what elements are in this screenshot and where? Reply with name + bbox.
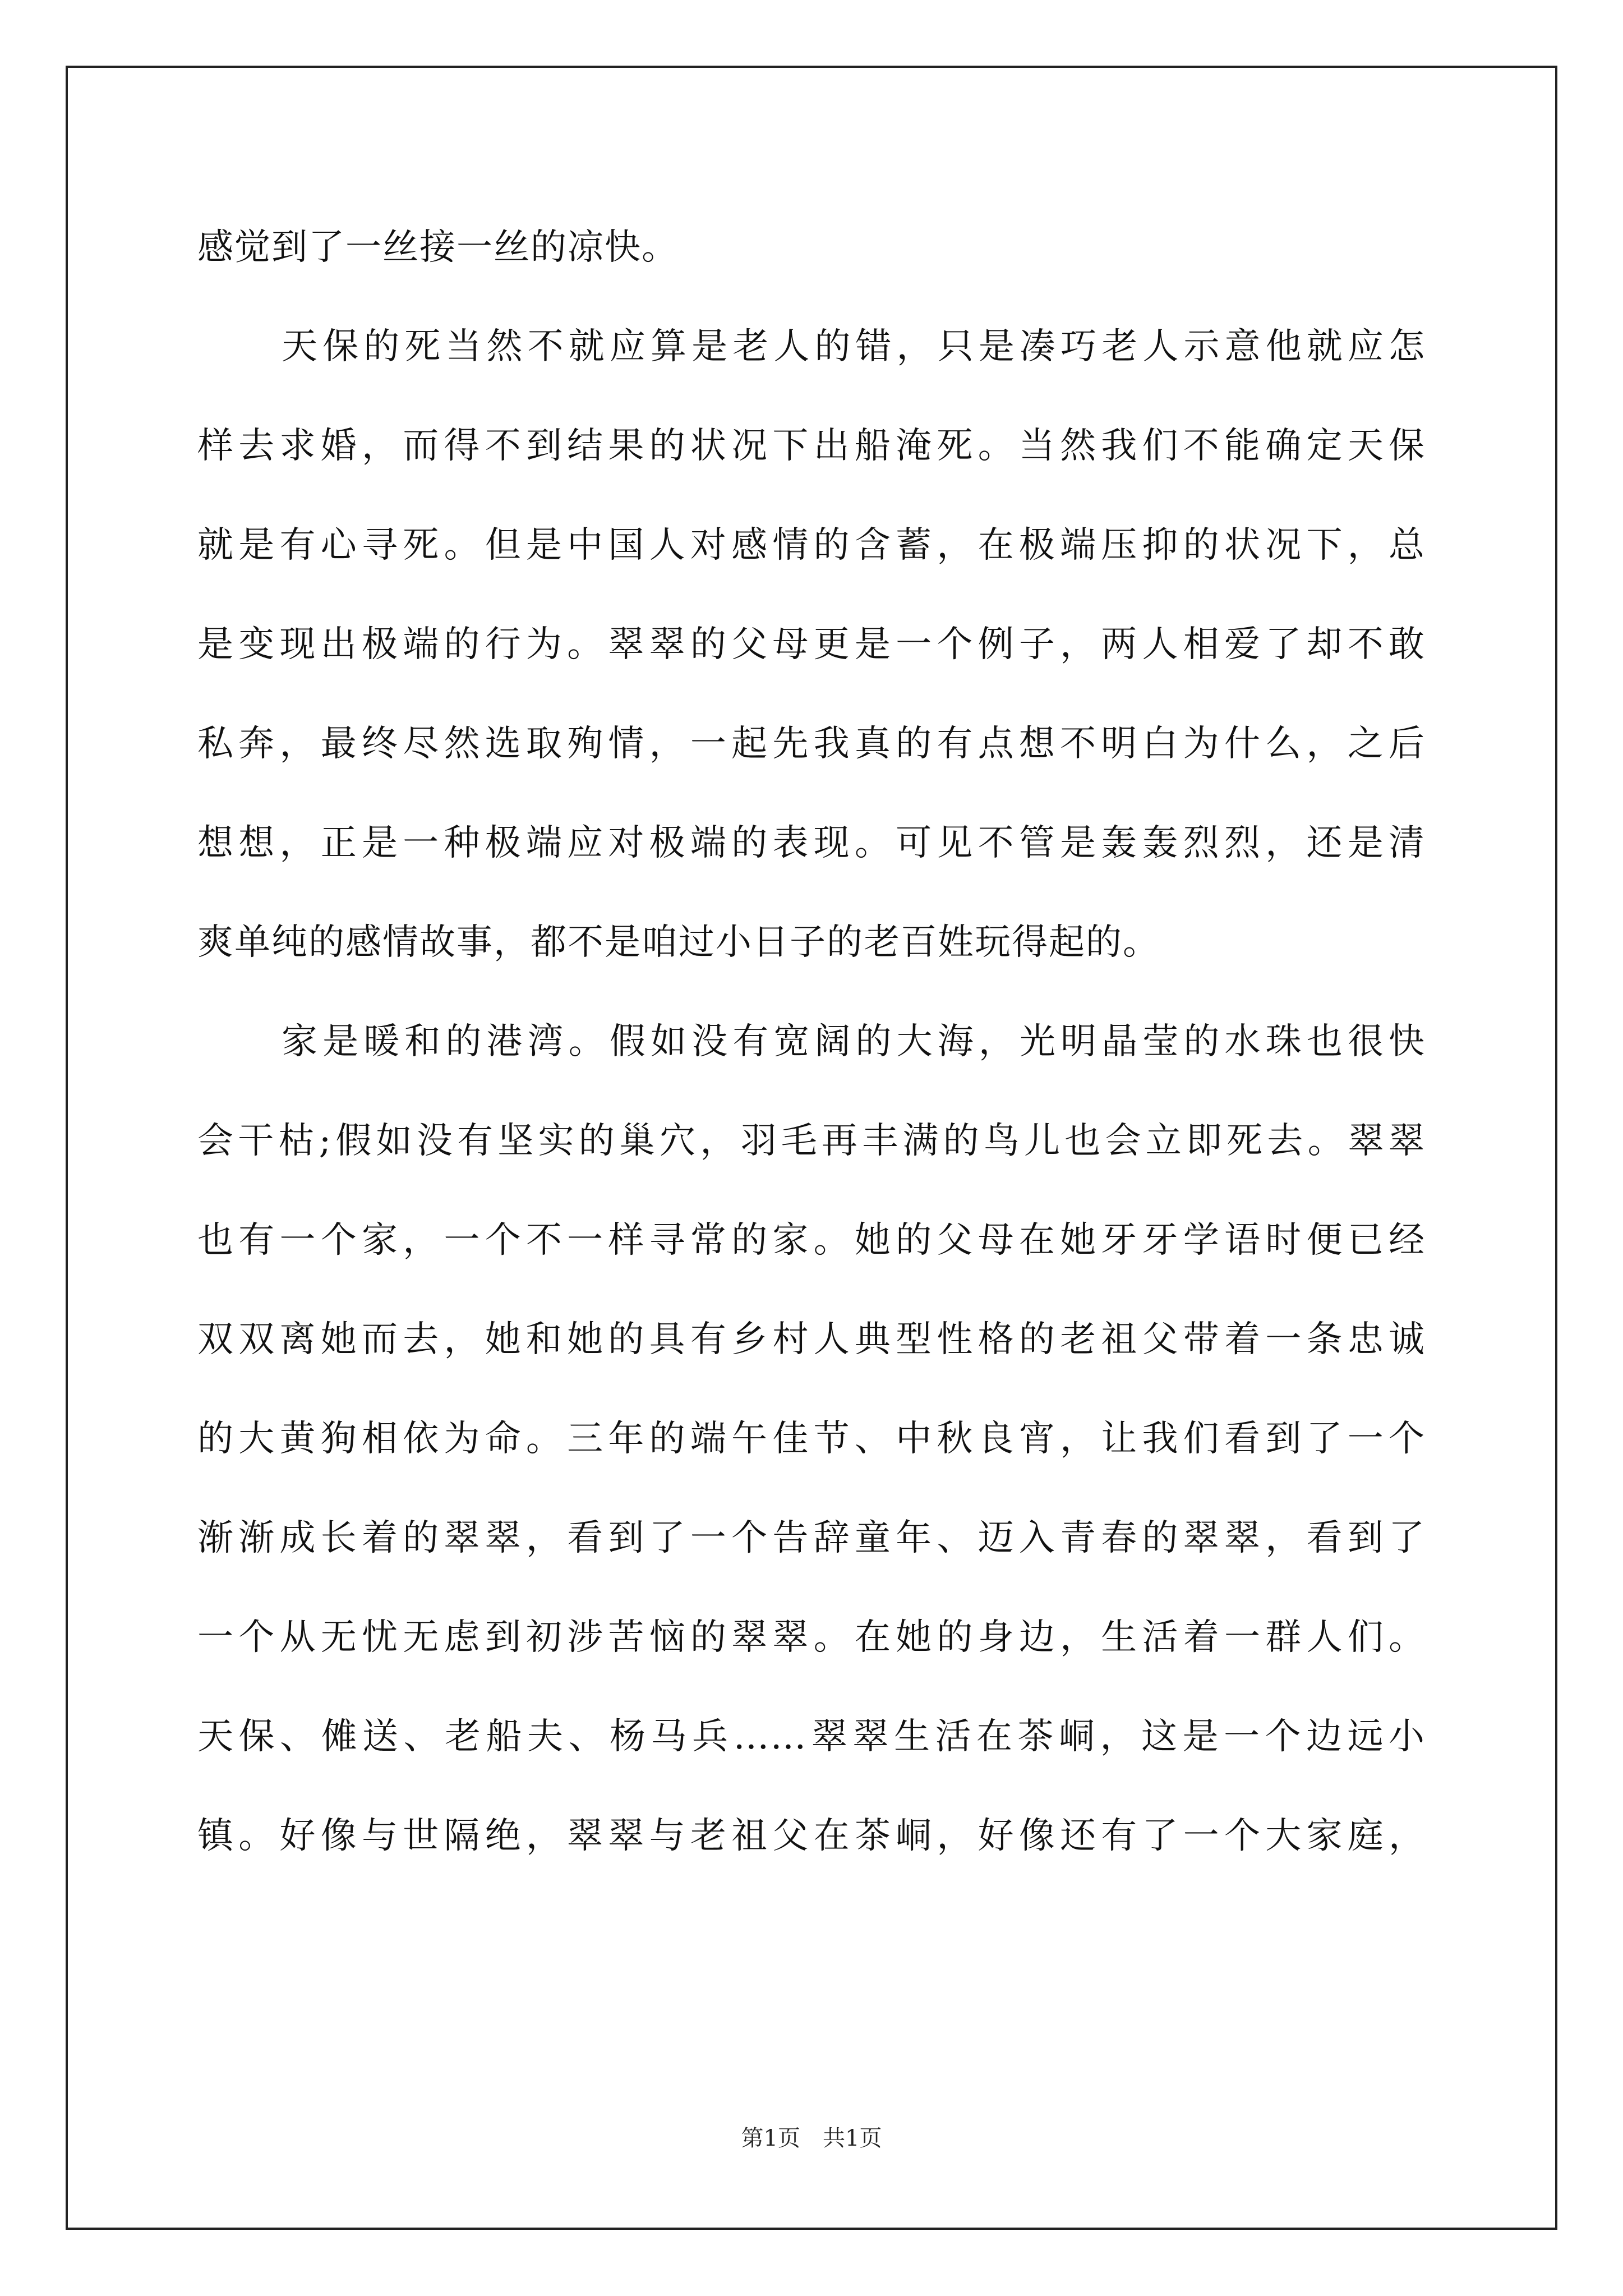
text-line: 天保、傩送、老船夫、杨马兵……翠翠生活在茶峒，这是一个边远小 [197, 1716, 1426, 1757]
text-line: 的大黄狗相依为命。三年的端午佳节、中秋良宵，让我们看到了一个 [197, 1418, 1426, 1460]
page-total: 共1页 [823, 2125, 882, 2151]
text-line: 是变现出极端的行为。翠翠的父母更是一个例子，两人相爱了却不敢 [197, 624, 1426, 665]
text-line: 就是有心寻死。但是中国人对感情的含蓄，在极端压抑的状况下，总 [197, 524, 1426, 566]
text-line: 双双离她而去，她和她的具有乡村人典型性格的老祖父带着一条忠诚 [197, 1319, 1426, 1360]
text-line: 会干枯;假如没有坚实的巢穴，羽毛再丰满的鸟儿也会立即死去。翠翠 [197, 1120, 1426, 1162]
page-footer [0, 2120, 1623, 2152]
text-line: 想想，正是一种极端应对极端的表现。可见不管是轰轰烈烈，还是清 [197, 822, 1426, 864]
text-line: 私奔，最终尽然选取殉情，一起先我真的有点想不明白为什么，之后 [197, 723, 1426, 765]
text-line: 样去求婚，而得不到结果的状况下出船淹死。当然我们不能确定天保 [197, 425, 1426, 467]
text-line: 家是暖和的港湾。假如没有宽阔的大海，光明晶莹的水珠也很快 [282, 1021, 1426, 1062]
text-line: 也有一个家，一个不一样寻常的家。她的父母在她牙牙学语时便已经 [197, 1220, 1426, 1261]
text-line: 爽单纯的感情故事，都不是咱过小日子的老百姓玩得起的。 [197, 922, 1160, 963]
text-line: 天保的死当然不就应算是老人的错，只是凑巧老人示意他就应怎 [282, 326, 1426, 367]
text-line: 镇。好像与世隔绝，翠翠与老祖父在茶峒，好像还有了一个大家庭， [197, 1815, 1426, 1857]
page-number: 第1页 [741, 2125, 800, 2151]
text-line: 一个从无忧无虑到初涉苦恼的翠翠。在她的身边，生活着一群人们。 [197, 1617, 1426, 1658]
text-line: 感觉到了一丝接一丝的凉快。 [197, 227, 679, 268]
text-line: 渐渐成长着的翠翠，看到了一个告辞童年、迈入青春的翠翠，看到了 [197, 1517, 1426, 1559]
